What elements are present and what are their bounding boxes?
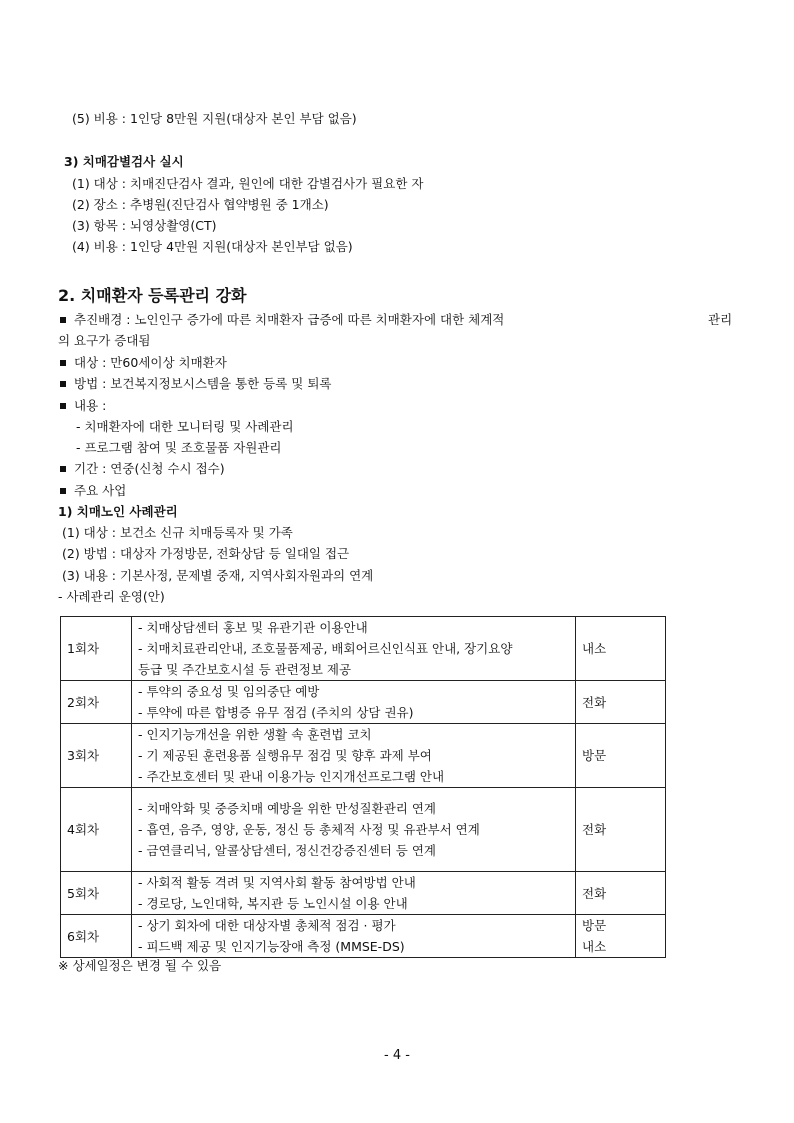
sec3-item-2: (2) 장소 : 추병원(진단검사 협약병원 중 1개소) <box>72 197 329 212</box>
bullet-square-icon <box>60 466 66 472</box>
type-text: 전화 <box>582 694 607 710</box>
content-line-text: - 금연클리닉, 알콜상담센터, 정신건강증진센터 등 연계 <box>138 843 436 858</box>
content-line-text: - 주간보호센터 및 관내 이용가능 인지개선프로그램 안내 <box>138 769 445 784</box>
sec3-item-4: (4) 비용 : 1인당 4만원 지원(대상자 본인부담 없음) <box>72 239 353 254</box>
type-cell <box>576 681 666 724</box>
type-text: 방문 <box>582 918 607 933</box>
content-cell <box>132 872 576 915</box>
sec3-item-3: (3) 항목 : 뇌영상촬영(CT) <box>72 218 217 233</box>
content-line-text: - 상기 회차에 대한 대상자별 총체적 점검 · 평가 <box>138 918 396 933</box>
sec3-item-1: (1) 대상 : 치매진단검사 결과, 원인에 대한 감별검사가 필요한 자 <box>72 176 424 191</box>
content-line-text: - 흡연, 음주, 영양, 운동, 정신 등 총체적 사정 및 유관부서 연계 <box>138 822 480 837</box>
content-line-text: - 기 제공된 훈련용품 실행유무 점검 및 향후 과제 부여 <box>138 748 432 763</box>
prev-cost-line: (5) 비용 : 1인당 8만원 지원(대상자 본인 부담 없음) <box>72 111 357 126</box>
period-line <box>58 460 225 478</box>
content-line-text: - 사회적 활동 격려 및 지역사회 활동 참여방법 안내 <box>138 875 416 890</box>
case-item-3: (3) 내용 : 기본사정, 문제별 중재, 지역사회자원과의 연계 <box>62 568 374 583</box>
type-cell <box>576 617 666 681</box>
type-text: 전화 <box>582 822 607 837</box>
content-cell <box>132 681 576 724</box>
main-project-text: 주요 사업 <box>74 483 127 498</box>
type-cell <box>576 872 666 915</box>
bg-right: 관리 <box>708 312 733 327</box>
content-line-text: - 투약에 따른 합병증 유무 점검 (주치의 상담 권유) <box>138 705 414 720</box>
bg-cont: 의 요구가 증대됨 <box>58 333 151 348</box>
session-cell: 5회차 <box>61 872 132 915</box>
content-line-text: - 피드백 제공 및 인지기능장애 측정 (MMSE-DS) <box>138 939 405 954</box>
content-line-text: - 경로당, 노인대학, 복지관 등 노인시설 이용 안내 <box>138 896 408 911</box>
content-item-2: - 프로그램 참여 및 조호물품 자원관리 <box>76 440 282 455</box>
session-cell: 4회차 <box>61 788 132 872</box>
content-cell <box>132 617 576 681</box>
schedule-note: ※ 상세일정은 변경 될 수 있음 <box>58 958 222 973</box>
case-heading: 1) 치매노인 사례관리 <box>58 504 178 519</box>
table-row <box>61 617 666 681</box>
type-cell <box>576 788 666 872</box>
plan-label: - 사례관리 운영(안) <box>58 589 165 604</box>
target-text: 대상 : 만60세이상 치매환자 <box>74 355 227 370</box>
content-line-text: - 치매악화 및 중증치매 예방을 위한 만성질환관리 연계 <box>138 801 436 816</box>
table-row <box>61 788 666 872</box>
method-text: 방법 : 보건복지정보시스템을 통한 등록 및 퇴록 <box>74 376 332 391</box>
content-line-text: - 투약의 중요성 및 임의중단 예방 <box>138 684 320 699</box>
section2-heading: 2. 치매환자 등록관리 강화 <box>58 286 247 305</box>
session-cell: 6회차 <box>61 915 132 958</box>
target-line <box>58 354 227 372</box>
sec3-heading: 3) 치매감별검사 실시 <box>64 154 184 169</box>
type-text: 내소 <box>582 939 607 954</box>
content-line <box>58 397 106 415</box>
content-line-text: 등급 및 주간보호시설 등 관련정보 제공 <box>138 662 352 677</box>
content-cell <box>132 788 576 872</box>
content-cell <box>132 915 576 958</box>
content-line-text: - 인지기능개선을 위한 생활 속 훈련법 코치 <box>138 727 372 742</box>
type-text: 방문 <box>582 748 607 763</box>
table-row <box>61 872 666 915</box>
type-text: 내소 <box>582 641 607 656</box>
bullet-square-icon <box>60 403 66 409</box>
session-cell: 3회차 <box>61 724 132 788</box>
session-cell: 1회차 <box>61 617 132 681</box>
session-cell: 2회차 <box>61 681 132 724</box>
case-management-table <box>60 616 666 958</box>
content-line-text: - 치매상담센터 홍보 및 유관기관 이용안내 <box>138 620 368 635</box>
type-cell <box>576 724 666 788</box>
type-cell <box>576 915 666 958</box>
content-cell <box>132 724 576 788</box>
type-text: 전화 <box>582 885 607 901</box>
table-row <box>61 681 666 724</box>
main-project-line <box>58 482 126 500</box>
bullet-square-icon <box>60 381 66 387</box>
bullet-square-icon <box>60 360 66 366</box>
method-line <box>58 375 331 393</box>
period-text: 기간 : 연중(신청 수시 접수) <box>74 461 225 476</box>
page-number: - 4 - <box>384 1048 410 1063</box>
bullet-square-icon <box>60 317 66 323</box>
bg-text: 추진배경 : 노인인구 증가에 따른 치매환자 급증에 따른 치매환자에 대한 체계적 <box>74 312 505 327</box>
table-row <box>61 724 666 788</box>
case-item-1: (1) 대상 : 보건소 신규 치매등록자 및 가족 <box>62 525 293 540</box>
bullet-square-icon <box>60 488 66 494</box>
content-text: 내용 : <box>74 398 107 413</box>
bg-line <box>58 311 504 329</box>
table-row <box>61 915 666 958</box>
case-item-2: (2) 방법 : 대상자 가정방문, 전화상담 등 일대일 접근 <box>62 546 350 561</box>
content-line-text: - 치매치료관리안내, 조호물품제공, 배회어르신인식표 안내, 장기요양 <box>138 641 513 656</box>
content-item-1: - 치매환자에 대한 모니터링 및 사례관리 <box>76 419 294 434</box>
